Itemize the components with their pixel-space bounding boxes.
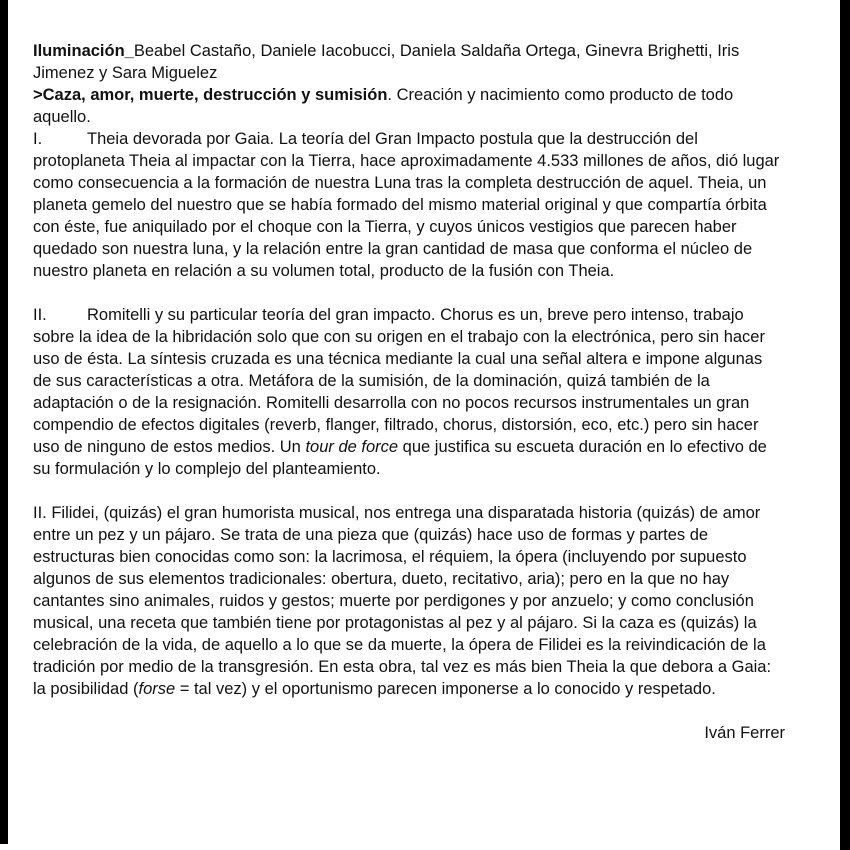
paragraph-theia: [33, 128, 785, 282]
document-body: [33, 40, 785, 744]
paragraph-filidei: [33, 502, 785, 700]
credits-names: Beabel Castaño, Daniele Iacobucci, Daniela Saldaña Ortega, Ginevra Brighetti, Iris Jimenez y Sara Miguelez: [33, 42, 740, 82]
left-edge-bar: [0, 0, 8, 844]
paragraph-romitelli-text-2: que justifica su escueta duración en lo efectivo de su formulación y lo complejo del planteamiento.: [33, 438, 767, 478]
right-edge-bar: [840, 0, 850, 850]
credits-line: [33, 40, 785, 84]
paragraph-romitelli-text-1: Romitelli y su particular teoría del gran impacto. Chorus es un, breve pero intenso, trabajo sobre la idea de la hibridación solo que con su origen en el trabajo con la electrónica, pero sin hacer uso de ésta. La síntesis cruzada es una técnica mediante la cual una señal altera e impone algunas de sus características a otra. Metáfora de la sumisión, de la dominación, quizá también de la adaptación o de la resignación. Romitelli desarrolla con no pocos recursos instrumentales un gran compendio de efectos digitales (reverb, flanger, filtrado, chorus, distorsión, eco, etc.) pero sin hacer uso de ninguno de estos medios. Un: [33, 306, 765, 456]
credits-label: Iluminación_: [33, 42, 134, 60]
paragraph-filidei-text-1: II. Filidei, (quizás) el gran humorista musical, nos entrega una disparatada historia (quizás) de amor entre un pez y un pájaro. Se trata de una pieza que (quizás) hace uso de formas y partes de estructuras bien conocidas como son: la lacrimosa, el réquiem, la ópera (incluyendo por supuesto algunos de sus elementos tradicionales: obertura, dueto, recitativo, aria); pero en la que no hay cantantes sino animales, ruidos y gestos; muerte por perdigones y por anzuelo; y como conclusión musical, una receta que también tiene por protagonistas al pez y al pájaro. Si la caza es (quizás) la celebración de la vida, de aquello a lo que se da muerte, la ópera de Filidei es la reivindicación de la tradición por medio de la transgresión. En esta obra, tal vez es más bien Theia la que debora a Gaia: la posibilidad (: [33, 504, 772, 698]
paragraph-theia-numeral: I.: [33, 130, 43, 148]
author-signature: Iván Ferrer: [704, 724, 785, 742]
subtitle-bold: >Caza, amor, muerte, destrucción y sumisión: [33, 86, 388, 104]
paragraph-filidei-italic: forse: [138, 680, 176, 698]
paragraph-theia-text: Theia devorada por Gaia. La teoría del Gran Impacto postula que la destrucción del protoplaneta Theia al impactar con la Tierra, hace aproximadamente 4.533 millones de años, dió lugar como consecuencia a la formación de nuestra Luna tras la completa destrucción de aquel. Theia, un planeta gemelo del nuestro que se había formado del mismo material original y que compartía órbita con éste, fue aniquilado por el choque con la Tierra, y cuyos únicos vestigios que parecen haber quedado son nuestra luna, y la relación entre la gran cantidad de masa que conforma el núcleo de nuestro planeta en relación a su volumen total, producto de la fusión con Theia.: [33, 130, 780, 280]
paragraph-romitelli-numeral: II.: [33, 306, 47, 324]
subtitle-regular: . Creación y nacimiento como producto de todo aquello.: [33, 86, 734, 126]
paragraph-filidei-text-2: = tal vez) y el oportunismo parecen imponerse a lo conocido y respetado.: [175, 680, 716, 698]
paragraph-romitelli-italic: tour de force: [305, 438, 399, 456]
paragraph-romitelli: [33, 304, 785, 480]
subtitle-line: [33, 84, 785, 128]
